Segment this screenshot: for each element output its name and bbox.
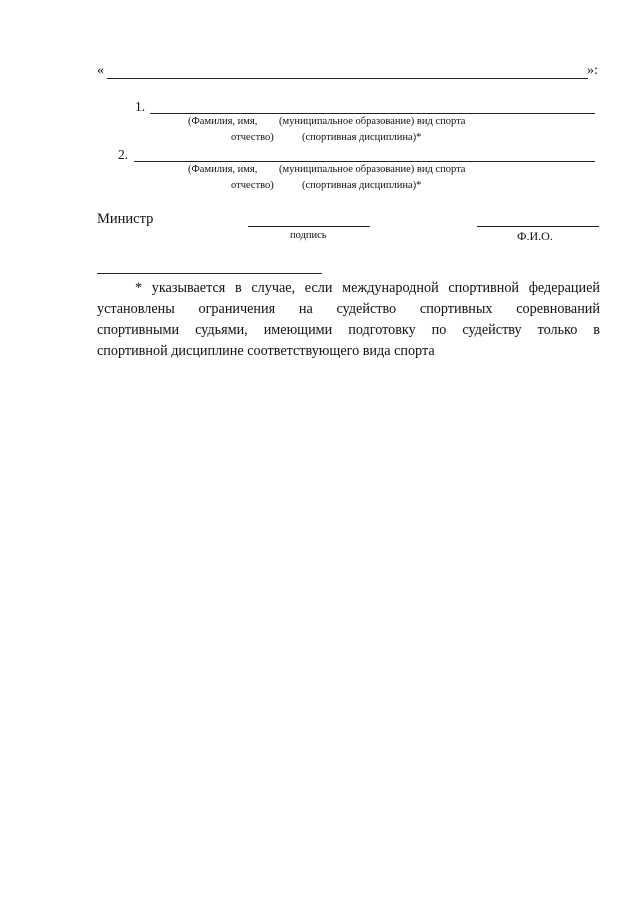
close-quote: »: <box>587 63 598 78</box>
name-label: Ф.И.О. <box>517 229 553 243</box>
caption-name: (Фамилия, имя, <box>188 164 258 175</box>
signature-line <box>248 226 370 227</box>
caption-discipline: (спортивная дисциплина)* <box>302 180 422 191</box>
header-fill-line <box>107 78 588 79</box>
minister-title: Министр <box>97 211 154 227</box>
footnote-line-3: спортивными судьями, имеющими подготовку по судейству только в <box>97 322 600 338</box>
open-quote: « <box>97 63 104 78</box>
footnote-line-1: * указывается в случае, если международной спортивной федерацией <box>135 280 600 296</box>
caption-discipline: (спортивная дисциплина)* <box>302 132 422 143</box>
caption-patronymic: отчество) <box>231 180 274 191</box>
entry-fill-line <box>134 161 595 162</box>
caption-name: (Фамилия, имя, <box>188 116 258 127</box>
entry-number: 2. <box>118 147 129 162</box>
signature-label: подпись <box>290 230 327 241</box>
caption-patronymic: отчество) <box>231 132 274 143</box>
caption-region-sport: (муниципальное образование) вид спорта <box>279 116 466 127</box>
entry-fill-line <box>150 113 595 114</box>
footnote-separator <box>97 273 322 274</box>
footnote-line-2: установлены ограничения на судейство спортивных соревнований <box>97 301 600 317</box>
name-line <box>477 226 599 227</box>
footnote-text <box>97 278 600 362</box>
entry-number: 1. <box>135 99 146 114</box>
footnote-line-4: спортивной дисциплине соответствующего вида спорта <box>97 343 435 359</box>
caption-region-sport: (муниципальное образование) вид спорта <box>279 164 466 175</box>
